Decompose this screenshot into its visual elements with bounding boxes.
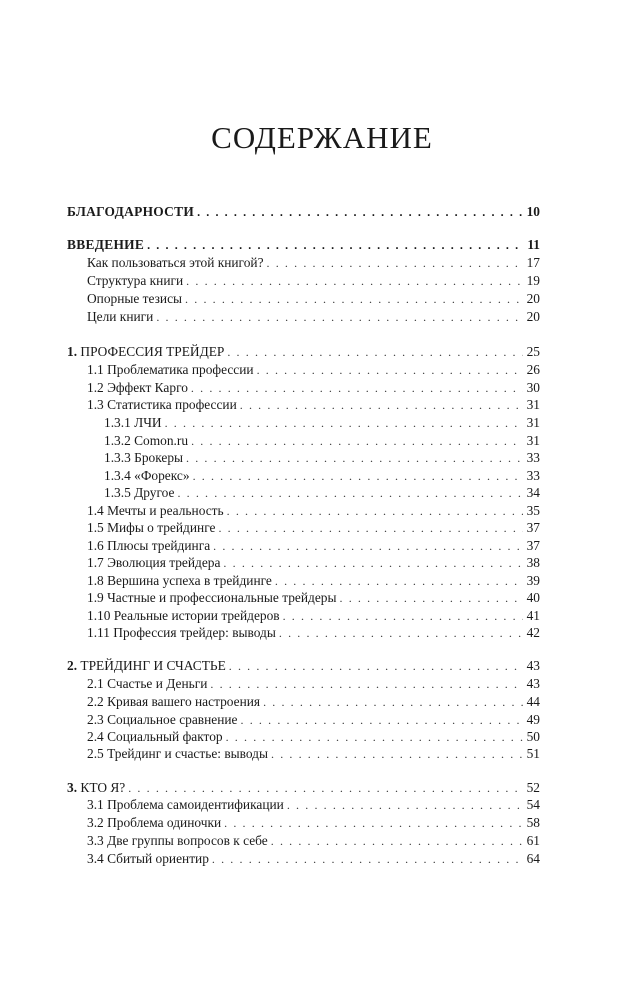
toc-entry[interactable] bbox=[87, 745, 540, 763]
toc-entry[interactable] bbox=[87, 272, 540, 290]
toc-entry[interactable] bbox=[104, 432, 540, 450]
toc-entry[interactable] bbox=[87, 290, 540, 308]
toc-entry-page: 11 bbox=[527, 237, 540, 252]
toc-entry[interactable] bbox=[87, 832, 540, 850]
toc-entry-page: 25 bbox=[526, 344, 540, 359]
toc-entry[interactable] bbox=[104, 449, 540, 467]
toc-entry-page: 38 bbox=[526, 555, 540, 570]
toc-entry[interactable] bbox=[87, 728, 540, 746]
toc-entry[interactable] bbox=[87, 814, 540, 832]
toc-entry-page: 10 bbox=[526, 204, 540, 219]
toc-entry[interactable] bbox=[87, 850, 540, 868]
toc-entry-label: ТРЕЙДИНГ И СЧАСТЬЕ bbox=[80, 658, 226, 673]
toc-entry[interactable] bbox=[87, 254, 540, 272]
dot-leader bbox=[210, 675, 523, 693]
dot-leader bbox=[212, 850, 523, 868]
dot-leader bbox=[147, 236, 523, 254]
dot-leader bbox=[185, 290, 523, 308]
toc-entry-page: 58 bbox=[526, 815, 540, 830]
toc-entry-label: Цели книги bbox=[87, 309, 154, 324]
toc-entry[interactable] bbox=[87, 308, 540, 326]
toc-entry-label: 1.9 Частные и профессиональные трейдеры bbox=[87, 590, 337, 605]
toc-entry-page: 37 bbox=[526, 520, 540, 535]
dot-leader bbox=[128, 779, 523, 797]
toc-entry-page: 34 bbox=[526, 485, 540, 500]
dot-leader bbox=[271, 832, 523, 850]
dot-leader bbox=[224, 814, 523, 832]
toc-entry-label: Структура книги bbox=[87, 273, 184, 288]
dot-leader bbox=[186, 449, 523, 467]
toc-entry[interactable] bbox=[87, 502, 540, 520]
toc-entry-label: КТО Я? bbox=[80, 780, 126, 795]
toc-entry-label: ВВЕДЕНИЕ bbox=[67, 237, 145, 252]
toc-entry-label: БЛАГОДАРНОСТИ bbox=[67, 204, 195, 219]
toc-entry-page: 31 bbox=[526, 415, 540, 430]
dot-leader bbox=[191, 432, 523, 450]
toc-entry[interactable] bbox=[87, 554, 540, 572]
toc-entry-page: 20 bbox=[526, 309, 540, 324]
dot-leader bbox=[241, 711, 523, 729]
toc-entry-label: Опорные тезисы bbox=[87, 291, 183, 306]
toc-entry-label: 1.1 Проблематика профессии bbox=[87, 362, 254, 377]
toc-entry-label: Как пользоваться этой книгой? bbox=[87, 255, 264, 270]
dot-leader bbox=[177, 484, 523, 502]
toc-entry-label: 1.10 Реальные истории трейдеров bbox=[87, 608, 280, 623]
toc-entry-page: 42 bbox=[526, 625, 540, 640]
dot-leader bbox=[283, 607, 523, 625]
toc-entry-page: 26 bbox=[526, 362, 540, 377]
chapter-number: 1. bbox=[67, 344, 78, 359]
toc-entry-page: 31 bbox=[526, 397, 540, 412]
dot-leader bbox=[229, 657, 523, 675]
dot-leader bbox=[263, 693, 523, 711]
toc-entry[interactable] bbox=[87, 607, 540, 625]
toc-entry-page: 31 bbox=[526, 433, 540, 448]
toc-entry-page: 37 bbox=[526, 538, 540, 553]
toc-entry[interactable] bbox=[87, 572, 540, 590]
dot-leader bbox=[227, 343, 523, 361]
toc-entry-page: 64 bbox=[526, 851, 540, 866]
toc-entry-page: 44 bbox=[526, 694, 540, 709]
toc-entry-page: 40 bbox=[526, 590, 540, 605]
dot-leader bbox=[267, 254, 523, 272]
toc-entry-label: 3.1 Проблема самоидентификации bbox=[87, 797, 284, 812]
toc-chapter-1[interactable] bbox=[67, 343, 540, 361]
toc-entry[interactable] bbox=[87, 519, 540, 537]
toc-entry-acknowledgements[interactable] bbox=[67, 203, 540, 221]
toc-entry-label: 1.3 Статистика профессии bbox=[87, 397, 237, 412]
toc-entry[interactable] bbox=[104, 414, 540, 432]
toc-entry-page: 49 bbox=[526, 712, 540, 727]
toc-entry-label: 1.3.2 Comon.ru bbox=[104, 433, 189, 448]
toc-entry-page: 33 bbox=[526, 468, 540, 483]
dot-leader bbox=[227, 502, 523, 520]
dot-leader bbox=[213, 537, 523, 555]
dot-leader bbox=[193, 467, 523, 485]
chapter-number: 3. bbox=[67, 780, 78, 795]
dot-leader bbox=[287, 796, 523, 814]
toc-entry-label: 1.3.4 «Форекс» bbox=[104, 468, 190, 483]
toc-entry-page: 20 bbox=[526, 291, 540, 306]
dot-leader bbox=[279, 624, 523, 642]
toc-entry-page: 43 bbox=[526, 676, 540, 691]
toc-entry-label: 1.2 Эффект Карго bbox=[87, 380, 188, 395]
toc-entry[interactable] bbox=[87, 693, 540, 711]
toc-entry-page: 54 bbox=[526, 797, 540, 812]
dot-leader bbox=[191, 379, 523, 397]
toc-entry[interactable] bbox=[87, 796, 540, 814]
toc-entry[interactable] bbox=[87, 711, 540, 729]
dot-leader bbox=[275, 572, 523, 590]
toc-entry-label: 1.8 Вершина успеха в трейдинге bbox=[87, 573, 272, 588]
toc-entry-label: 3.4 Сбитый ориентир bbox=[87, 851, 209, 866]
toc-entry[interactable] bbox=[104, 484, 540, 502]
toc-entry-label: 1.3.5 Другое bbox=[104, 485, 175, 500]
toc-entry-page: 39 bbox=[526, 573, 540, 588]
toc-entry-introduction[interactable] bbox=[67, 236, 540, 254]
toc-entry-label: 3.3 Две группы вопросов к себе bbox=[87, 833, 268, 848]
toc-entry[interactable] bbox=[87, 589, 540, 607]
dot-leader bbox=[156, 308, 523, 326]
toc-entry[interactable] bbox=[104, 467, 540, 485]
toc-entry-page: 19 bbox=[526, 273, 540, 288]
toc-entry-page: 33 bbox=[526, 450, 540, 465]
toc-entry-label: 1.3.3 Брокеры bbox=[104, 450, 184, 465]
page-title: СОДЕРЖАНИЕ bbox=[211, 120, 433, 155]
toc-entry-label: ПРОФЕССИЯ ТРЕЙДЕР bbox=[80, 344, 225, 359]
toc-entry[interactable] bbox=[87, 537, 540, 555]
toc-entry[interactable] bbox=[87, 396, 540, 414]
toc-entry-label: 1.7 Эволюция трейдера bbox=[87, 555, 221, 570]
toc-entry-label: 2.3 Социальное сравнение bbox=[87, 712, 238, 727]
toc-chapter-2[interactable] bbox=[67, 657, 540, 675]
toc-entry-label: 2.1 Счастье и Деньги bbox=[87, 676, 208, 691]
dot-leader bbox=[223, 554, 523, 572]
dot-leader bbox=[226, 728, 523, 746]
toc-entry[interactable] bbox=[87, 624, 540, 642]
dot-leader bbox=[165, 414, 523, 432]
toc-entry-page: 17 bbox=[526, 255, 540, 270]
toc-entry[interactable] bbox=[87, 379, 540, 397]
toc-entry-label: 1.6 Плюсы трейдинга bbox=[87, 538, 211, 553]
toc-entry-page: 61 bbox=[526, 833, 540, 848]
dot-leader bbox=[218, 519, 523, 537]
toc-entry-page: 30 bbox=[526, 380, 540, 395]
toc-entry-label: 2.4 Социальный фактор bbox=[87, 729, 223, 744]
toc-entry-label: 2.5 Трейдинг и счастье: выводы bbox=[87, 746, 268, 761]
chapter-number: 2. bbox=[67, 658, 78, 673]
toc-entry-label: 1.3.1 ЛЧИ bbox=[104, 415, 162, 430]
toc-entry[interactable] bbox=[87, 361, 540, 379]
toc-entry-page: 43 bbox=[526, 658, 540, 673]
toc-entry-label: 1.5 Мифы о трейдинге bbox=[87, 520, 216, 535]
toc-entry-label: 1.4 Мечты и реальность bbox=[87, 503, 224, 518]
toc-entry-page: 50 bbox=[526, 729, 540, 744]
toc-entry-page: 52 bbox=[526, 780, 540, 795]
dot-leader bbox=[197, 203, 523, 221]
dot-leader bbox=[271, 745, 523, 763]
toc-entry-label: 1.11 Профессия трейдер: выводы bbox=[87, 625, 276, 640]
toc-entry-page: 35 bbox=[526, 503, 540, 518]
dot-leader bbox=[240, 396, 523, 414]
dot-leader bbox=[340, 589, 524, 607]
toc-chapter-3[interactable] bbox=[67, 779, 540, 797]
toc-entry-page: 41 bbox=[526, 608, 540, 623]
toc-entry-label: 3.2 Проблема одиночки bbox=[87, 815, 222, 830]
toc-entry-page: 51 bbox=[526, 746, 540, 761]
toc-entry[interactable] bbox=[87, 675, 540, 693]
toc-entry-label: 2.2 Кривая вашего настроения bbox=[87, 694, 261, 709]
dot-leader bbox=[186, 272, 523, 290]
dot-leader bbox=[257, 361, 523, 379]
